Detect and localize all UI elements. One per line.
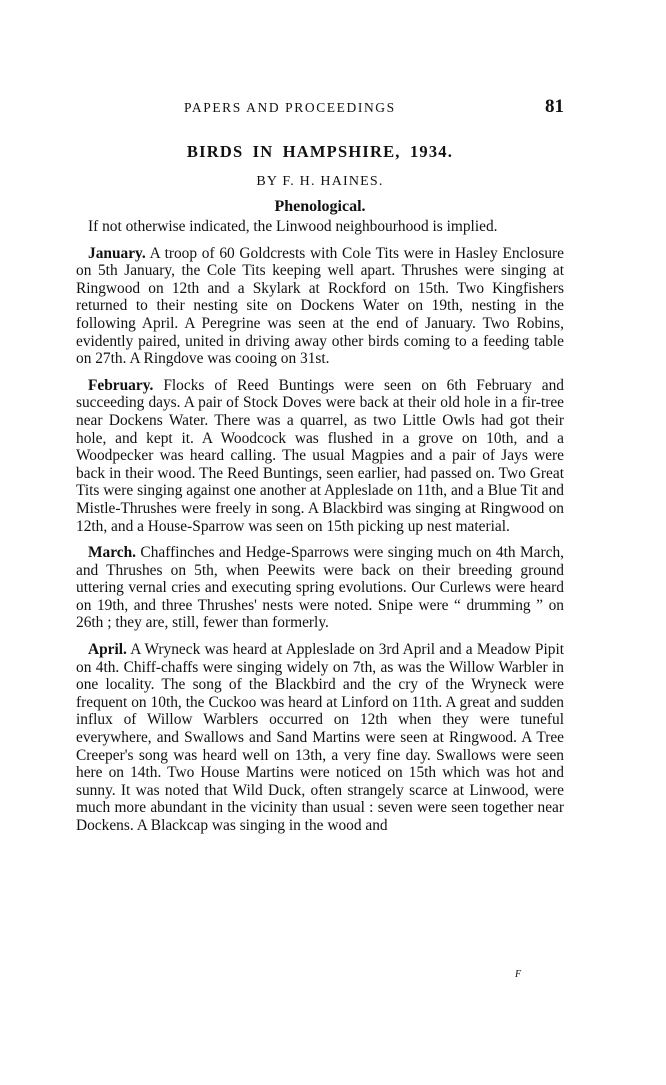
paragraph-text: A troop of 60 Goldcrests with Cole Tits were in Hasley Enclosure on 5th January, the Cole Tits keeping well apart. Thrushes were singing at Ringwood on 12th and a Skylark at Rockford on 15th. Two Kingfishers returned to their nesting site on Dockens Water on 19th, nesting in the following April. A Peregrine was seen at the end of January. Two Robins, evidently paired, united in driving away other birds coming to a feeding table on 27th. A Ringdove was cooing on 31st. bbox=[76, 244, 564, 368]
paragraph-heading: March. bbox=[88, 544, 137, 562]
running-header bbox=[76, 96, 564, 122]
paragraph-heading: January. bbox=[88, 244, 146, 262]
paragraph-april bbox=[76, 641, 564, 835]
article-body bbox=[76, 218, 564, 835]
paragraph-text: If not otherwise indicated, the Linwood neighbourhood is implied. bbox=[88, 218, 498, 235]
running-title: PAPERS AND PROCEEDINGS bbox=[184, 100, 396, 115]
page-number: 81 bbox=[545, 96, 564, 117]
paragraph-text: A Wryneck was heard at Appleslade on 3rd April and a Meadow Pipit on 4th. Chiff-chaffs were singing widely on 7th, as was the Willow Warbler in one locality. The song of the Blackbird and the cry of the Wryneck were frequent on 10th, the Cuckoo was heard at Linford on 11th. A great and sudden influx of Willow Warblers occurred on 12th when they were tuneful everywhere, and Swallows and Sand Martins were seen at Ringwood. A Tree Creeper's song was heard well on 13th, a very fine day. Swallows were seen here on 14th. Two House Martins were noticed on 15th which was hot and sunny. It was noted that Wild Duck, often strangely scarce at Linwood, were much more abundant in the vicinity than usual : seven were seen together near Dockens. A Blackcap was singing in the wood and bbox=[76, 641, 564, 834]
signature-mark: F bbox=[515, 969, 522, 980]
section-heading: Phenological. bbox=[274, 198, 366, 215]
paragraph-february bbox=[76, 377, 564, 535]
paragraph-march bbox=[76, 544, 564, 632]
journal-page bbox=[76, 96, 564, 980]
article-title: BIRDS IN HAMPSHIRE, 1934. bbox=[186, 142, 454, 161]
article-byline: BY F. H. HAINES. bbox=[256, 174, 384, 189]
paragraph-heading: February. bbox=[88, 376, 154, 394]
paragraph-text: Chaffinches and Hedge-Sparrows were singing much on 4th March, and Thrushes on 5th, when Peewits were back on their breeding ground uttering vernal cries and executing spring evolutions. Our Curlews were heard on 19th, and three Thrushes' nests were noted. Snipe were “ drumming ” on 26th ; they are, still, fewer than formerly. bbox=[76, 544, 564, 632]
paragraph-text: Flocks of Reed Buntings were seen on 6th February and succeeding days. A pair of Stock Doves were back at their old hole in a fir-tree near Dockens Water. There was a quarrel, as two Little Owls had got their hole, and kept it. A Woodcock was flushed in a grove on 10th, and a Woodpecker was heard calling. The usual Magpies and a pair of Jays were back in their wood. The Reed Buntings, seen earlier, had passed on. Two Great Tits were singing against one another at Appleslade on 11th, and a Blue Tit and Mistle-Thrushes were freely in song. A Blackbird was singing at Ringwood on 12th, and a House-Sparrow was seen on 15th picking up nest material. bbox=[76, 376, 564, 535]
paragraph-january bbox=[76, 245, 564, 368]
paragraph-intro bbox=[76, 218, 564, 236]
paragraph-heading: April. bbox=[88, 641, 127, 659]
